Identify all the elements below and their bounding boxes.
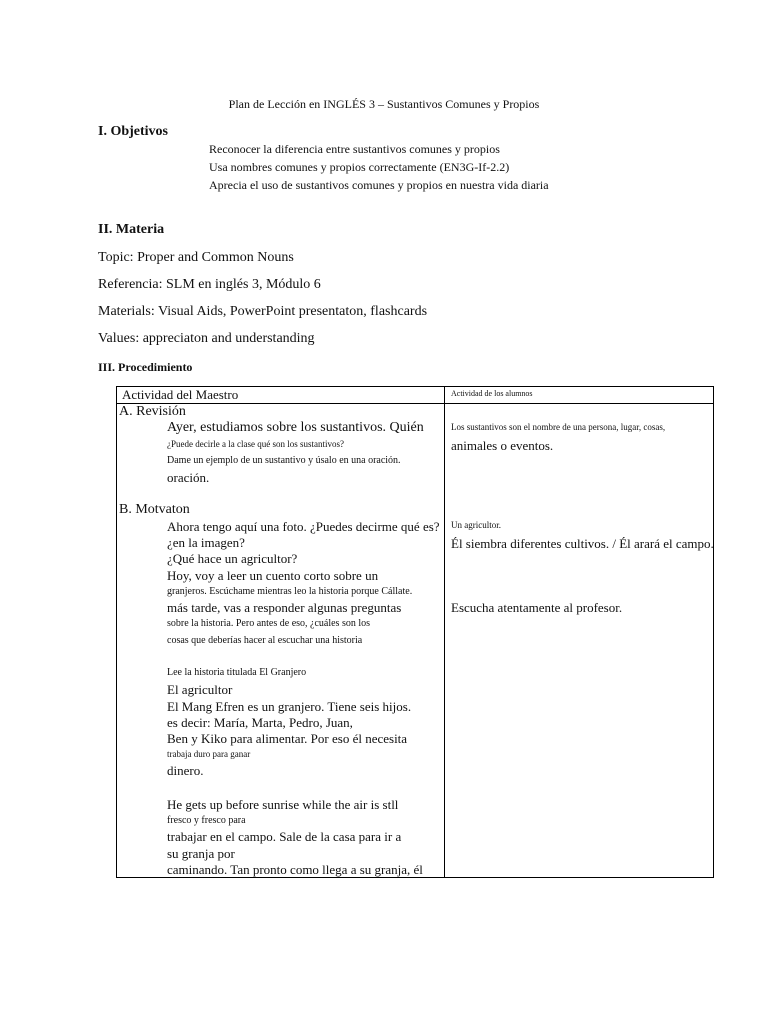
teacher-line: Hoy, voy a leer un cuento corto sobre un bbox=[167, 568, 379, 583]
objective-item: Aprecia el uso de sustantivos comunes y propios en nuestra vida diaria bbox=[209, 178, 549, 192]
activity-label-motivation: B. Motvaton bbox=[119, 502, 190, 517]
teacher-line: ¿en la imagen? bbox=[167, 535, 245, 550]
student-response: Un agricultor. bbox=[451, 520, 501, 530]
teacher-line: El Mang Efren es un granjero. Tiene seis hijos. bbox=[167, 699, 412, 714]
table-column-divider bbox=[444, 386, 445, 877]
teacher-line: oración. bbox=[167, 470, 210, 485]
teacher-line: ¿Puede decirle a la clase qué son los sustantivos? bbox=[167, 439, 344, 449]
teacher-line: dinero. bbox=[167, 763, 204, 778]
objective-item: Reconocer la diferencia entre sustantivos comunes y propios bbox=[209, 142, 500, 156]
teacher-line: su granja por bbox=[167, 846, 235, 861]
section-heading-procedimiento: III. Procedimiento bbox=[98, 360, 193, 374]
teacher-line: Ben y Kiko para alimentar. Por eso él necesita bbox=[167, 731, 408, 746]
teacher-line: granjeros. Escúchame mientras leo la historia porque Cállate. bbox=[167, 586, 413, 597]
section-heading-objetivos: I. Objetivos bbox=[98, 124, 168, 139]
table-header-teacher: Actividad del Maestro bbox=[122, 387, 239, 402]
objective-item: Usa nombres comunes y propios correctamente (EN3G-If-2.2) bbox=[209, 160, 510, 174]
student-response: Escucha atentamente al profesor. bbox=[451, 600, 623, 615]
activity-label-revision: A. Revisión bbox=[119, 404, 186, 419]
table-header-divider bbox=[116, 403, 714, 404]
student-response: Él siembra diferentes cultivos. / Él arará el campo. bbox=[451, 536, 714, 551]
teacher-line: es decir: María, Marta, Pedro, Juan, bbox=[167, 715, 353, 730]
teacher-line: Ahora tengo aquí una foto. ¿Puedes decirme qué es? bbox=[167, 519, 440, 534]
teacher-line: fresco y fresco para bbox=[167, 815, 246, 826]
teacher-line: sobre la historia. Pero antes de eso, ¿cuáles son los bbox=[167, 618, 371, 629]
teacher-line: Lee la historia titulada El Granjero bbox=[167, 667, 307, 678]
teacher-line: caminando. Tan pronto como llega a su granja, él bbox=[167, 862, 423, 877]
referencia-line: Referencia: SLM en inglés 3, Módulo 6 bbox=[98, 277, 321, 292]
teacher-line: El agricultor bbox=[167, 682, 233, 697]
section-heading-materia: II. Materia bbox=[98, 222, 165, 237]
materials-line: Materials: Visual Aids, PowerPoint presentaton, flashcards bbox=[98, 304, 428, 319]
teacher-line: ¿Qué hace un agricultor? bbox=[167, 551, 298, 566]
values-line: Values: appreciaton and understanding bbox=[98, 331, 315, 346]
student-response: Los sustantivos son el nombre de una persona, lugar, cosas, bbox=[451, 422, 666, 432]
table-header-students: Actividad de los alumnos bbox=[451, 389, 533, 398]
document-title: Plan de Lección en INGLÉS 3 – Sustantivos Comunes y Propios bbox=[228, 97, 540, 111]
topic-line: Topic: Proper and Common Nouns bbox=[98, 250, 294, 265]
student-response: animales o eventos. bbox=[451, 438, 554, 453]
teacher-line: Ayer, estudiamos sobre los sustantivos. Quién bbox=[167, 420, 424, 435]
teacher-line: trabaja duro para ganar bbox=[167, 749, 251, 759]
teacher-line: He gets up before sunrise while the air is stll bbox=[167, 797, 399, 812]
teacher-line: cosas que deberías hacer al escuchar una historia bbox=[167, 635, 363, 646]
teacher-line: Dame un ejemplo de un sustantivo y úsalo en una oración. bbox=[167, 455, 401, 466]
teacher-line: más tarde, vas a responder algunas preguntas bbox=[167, 600, 402, 615]
teacher-line: trabajar en el campo. Sale de la casa para ir a bbox=[167, 829, 402, 844]
